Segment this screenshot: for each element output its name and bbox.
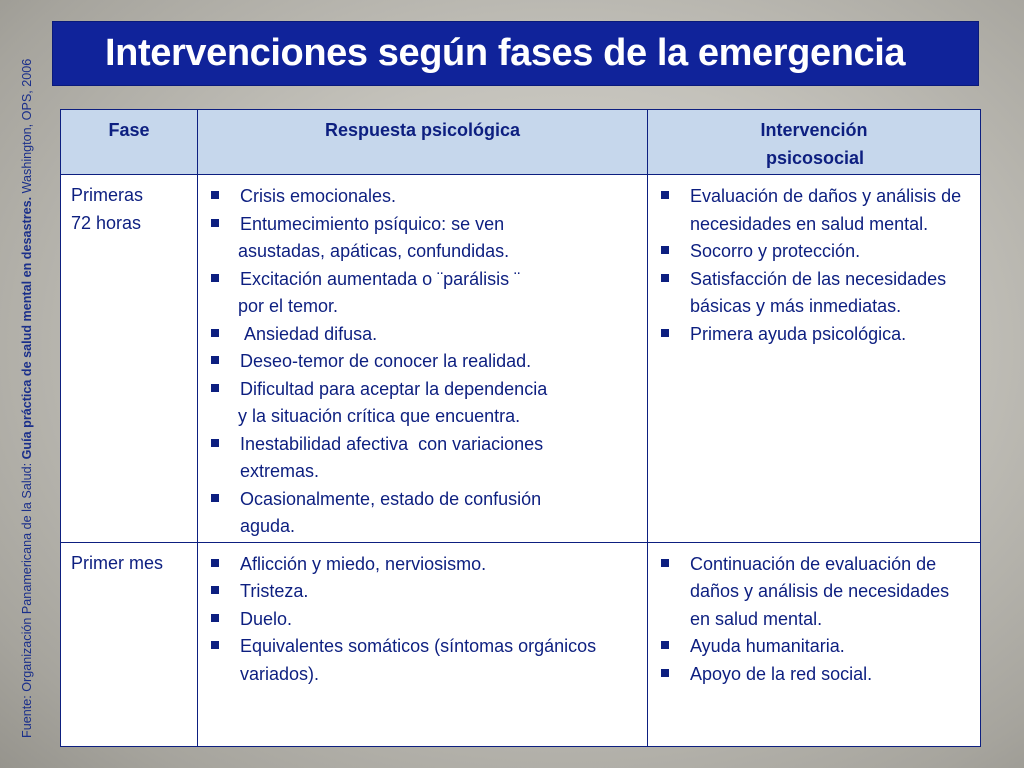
square-bullet-icon xyxy=(211,494,219,502)
list-item-text: Duelo. xyxy=(240,608,293,629)
header-fase xyxy=(61,110,198,175)
list-item-text: Ocasionalmente, estado de confusión xyxy=(240,488,542,509)
table-header-row xyxy=(61,110,981,175)
square-bullet-icon xyxy=(211,384,219,392)
list-item-continuation: por el temor. xyxy=(238,296,339,316)
list-item xyxy=(661,633,969,661)
header-intervencion-line2: psicosocial xyxy=(765,148,865,168)
list-item-text: Inestabilidad afectiva con variaciones xyxy=(240,433,544,454)
square-bullet-icon xyxy=(211,219,219,227)
source-prefix: Fuente: Organización Panamericana de la Salud: xyxy=(20,459,34,738)
list-item-text: Ayuda humanitaria. xyxy=(690,636,845,656)
list-item-continuation: asustadas, apáticas, confundidas. xyxy=(238,241,510,261)
respuesta-list xyxy=(199,544,646,689)
table-row xyxy=(61,175,981,543)
square-bullet-icon xyxy=(661,669,669,677)
list-item-text: Satisfacción de las necesidades básicas y más inmediatas. xyxy=(690,268,947,316)
intervencion-list xyxy=(649,544,979,689)
square-bullet-icon xyxy=(661,274,669,282)
list-item-text: Apoyo de la red social. xyxy=(690,663,873,684)
list-item-text: Socorro y protección. xyxy=(690,241,861,261)
square-bullet-icon xyxy=(211,356,219,364)
fase-label-line2: 72 horas xyxy=(71,213,142,233)
list-item-text: Dificultad para aceptar la dependencia xyxy=(240,378,548,399)
respuesta-cell xyxy=(198,542,648,747)
square-bullet-icon xyxy=(211,614,219,622)
fase-cell xyxy=(61,542,198,747)
list-item-continuation: y la situación crítica que encuentra. xyxy=(238,406,521,426)
square-bullet-icon xyxy=(211,559,219,567)
square-bullet-icon xyxy=(211,641,219,649)
fase-cell xyxy=(61,175,198,543)
list-item xyxy=(661,551,969,634)
list-item-text: Aflicción y miedo, nerviosismo. xyxy=(240,553,487,574)
list-item xyxy=(661,661,969,689)
square-bullet-icon xyxy=(211,439,219,447)
list-item-text: Excitación aumentada o ¨parálisis ¨ xyxy=(240,268,521,289)
header-respuesta xyxy=(198,110,648,175)
header-intervencion-line1: Intervención xyxy=(760,120,868,140)
list-item xyxy=(661,321,969,349)
source-suffix: Washington, OPS, 2006 xyxy=(20,58,34,197)
square-bullet-icon xyxy=(661,191,669,199)
square-bullet-icon xyxy=(211,329,219,337)
square-bullet-icon xyxy=(211,586,219,594)
intervencion-cell xyxy=(648,542,981,747)
square-bullet-icon xyxy=(661,246,669,254)
list-item-text: Entumecimiento psíquico: se ven xyxy=(240,213,505,234)
list-item-text: Deseo-temor de conocer la realidad. xyxy=(240,351,532,371)
list-item xyxy=(211,321,636,349)
header-respuesta-label: Respuesta psicológica xyxy=(324,120,521,140)
list-item xyxy=(661,266,969,321)
list-item-text: Tristeza. xyxy=(240,581,309,601)
respuesta-list xyxy=(199,176,646,541)
source-citation xyxy=(17,26,59,738)
header-intervencion xyxy=(648,110,981,175)
phases-table xyxy=(60,109,981,747)
intervencion-cell xyxy=(648,175,981,543)
list-item xyxy=(211,211,636,266)
square-bullet-icon xyxy=(661,329,669,337)
intervencion-list xyxy=(649,176,979,348)
list-item xyxy=(211,551,636,579)
list-item-text: Ansiedad difusa. xyxy=(240,323,378,344)
source-book-title: Guía práctica de salud mental en desastres. xyxy=(20,196,34,460)
list-item-text: Continuación de evaluación de daños y análisis de necesidades en salud mental. xyxy=(690,553,950,629)
list-item xyxy=(211,486,636,541)
table-row xyxy=(61,542,981,747)
list-item xyxy=(211,348,636,376)
list-item-continuation: extremas. xyxy=(240,461,320,481)
slide-title: Intervenciones según fases de la emergencia xyxy=(105,32,906,74)
list-item xyxy=(211,578,636,606)
square-bullet-icon xyxy=(661,641,669,649)
header-fase-label: Fase xyxy=(108,120,150,140)
list-item xyxy=(211,431,636,486)
list-item xyxy=(211,633,636,688)
list-item xyxy=(211,183,636,211)
respuesta-cell xyxy=(198,175,648,543)
square-bullet-icon xyxy=(661,559,669,567)
fase-label-line1: Primeras xyxy=(71,185,144,205)
list-item xyxy=(661,183,969,238)
fase-label-line1: Primer mes xyxy=(71,552,164,573)
list-item-text: Equivalentes somáticos (síntomas orgánicos variados). xyxy=(240,636,597,684)
square-bullet-icon xyxy=(211,274,219,282)
list-item xyxy=(211,266,636,321)
list-item xyxy=(211,606,636,634)
list-item xyxy=(661,238,969,266)
list-item xyxy=(211,376,636,431)
list-item-text: Evaluación de daños y análisis de necesidades en salud mental. xyxy=(690,186,962,234)
square-bullet-icon xyxy=(211,191,219,199)
list-item-text: Primera ayuda psicológica. xyxy=(690,323,907,344)
list-item-continuation: aguda. xyxy=(240,516,296,536)
list-item-text: Crisis emocionales. xyxy=(240,186,397,206)
title-bar xyxy=(52,21,979,86)
